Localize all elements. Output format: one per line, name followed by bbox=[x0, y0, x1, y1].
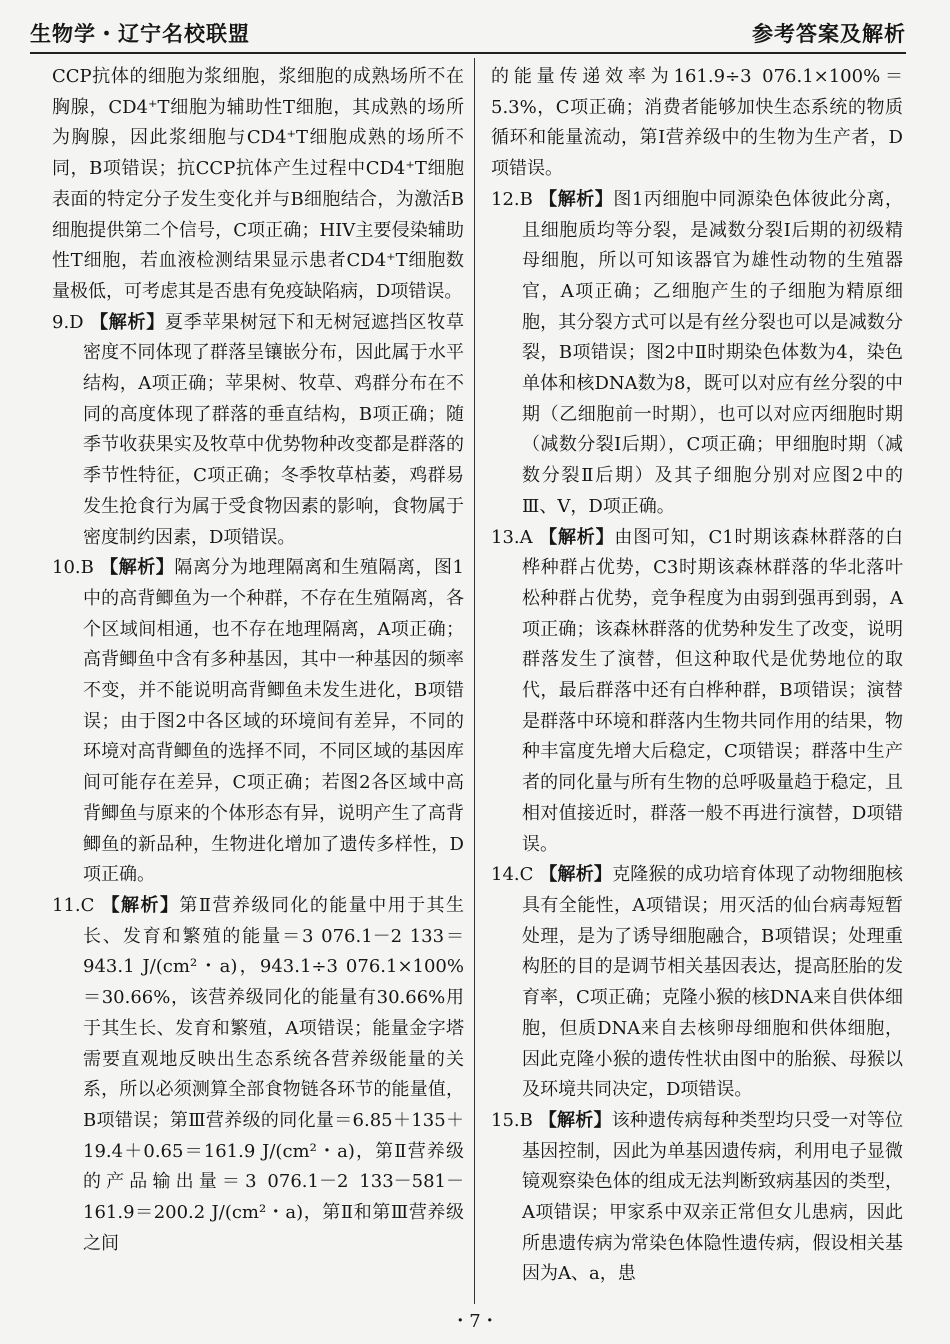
item-text: 隔离分为地理隔离和生殖隔离，图1中的高背鲫鱼为一个种群，不存在生殖隔离，各个区域间相通，也不存在地理隔离，A项正确；高背鲫鱼中含有多种基因，其中一种基因的频率不变，并不能说明高背鲫鱼未发生进化，B项错误；由于图2中各区域的环境间有差异，不同的环境对高背鲫鱼的选择不同，不同区域的基因库间可能存在差异，C项正确；若图2各区域中高背鲫鱼与原来的个体形态有异，说明产生了高背鲫鱼的新品种，生物进化增加了遗传多样性，D项正确。 bbox=[83, 557, 465, 886]
item-text: 克隆猴的成功培育体现了动物细胞核具有全能性，A项错误；用灭活的仙台病毒短暂处理，是为了诱导细胞融合，B项错误；处理重构胚的目的是调节相关基因表达，提高胚胎的发育率，C项正确；克隆小猴的核DNA来自供体细胞，但质DNA来自去核卵母细胞和供体细胞，因此克隆小猴的遗传性状由图中的胎猴、母猴以及环境共同决定，D项错误。 bbox=[522, 864, 904, 1101]
page-number: ・7・ bbox=[451, 1311, 499, 1332]
item-number: 14.C bbox=[491, 864, 534, 886]
item-text: 图1丙细胞中同源染色体彼此分离，且细胞质均等分裂，是减数分裂Ⅰ后期的初级精母细胞，所以可知该器官为雄性动物的生殖器官，A项正确；乙细胞产生的子细胞为精原细胞，其分裂方式可以是有丝分裂也可以是减数分裂，B项错误；图2中Ⅱ时期染色体数为4，染色单体和核DNA数为8，既可以对应有丝分裂的中期（乙细胞前一时期），也可以对应丙细胞时期（减数分裂Ⅰ后期），C项正确；甲细胞时期（减数分裂Ⅱ后期）及其子细胞分别对应图2中的Ⅲ、Ⅴ，D项正确。 bbox=[522, 188, 904, 517]
item-number: 12.B bbox=[491, 188, 533, 210]
item-8-continued: CCP抗体的细胞为浆细胞，浆细胞的成熟场所不在胸腺，CD4⁺T细胞为辅助性T细胞，其成熟的场所为胸腺，因此浆细胞与CD4⁺T细胞成熟的场所不同，B项错误；抗CCP抗体产生过程中CD4⁺T细胞表面的特定分子发生变化并与B细胞结合，为激活B细胞提供第二个信号，C项正确；HIV主要侵染辅助性T细胞，若血液检测结果显示患者CD4⁺T细胞数量极低，可考虑其是否患有免疫缺陷病，D项错误。 bbox=[52, 66, 464, 302]
item-number: 10.B bbox=[52, 557, 94, 579]
analysis-tag: 【解析】 bbox=[539, 526, 615, 548]
analysis-tag: 【解析】 bbox=[90, 311, 166, 333]
left-column bbox=[52, 62, 464, 1259]
header-subject-title: 生物学・辽宁名校联盟 bbox=[30, 22, 250, 46]
item-text: 第Ⅱ营养级同化的能量中用于其生长、发育和繁殖的能量＝3 076.1－2 133＝943.1 J/(cm²・a)，943.1÷3 076.1×100%＝30.66%，该营养级同化的能量有30.66%用于其生长、发育和繁殖，A项错误；能量金字塔需要直观地反映出生态系统各营养级能量的关系，所以必须测算全部食物链各环节的能量值，B项错误；第Ⅲ营养级的同化量＝6.85＋135＋19.4＋0.65＝161.9 J/(cm²・a)，第Ⅱ营养级的产品输出量＝3 076.1－2 133－581－161.9＝200.2 J/(cm²・a)，第Ⅱ和第Ⅲ营养级之间 bbox=[83, 894, 465, 1254]
item-text: 夏季苹果树冠下和无树冠遮挡区牧草密度不同体现了群落呈镶嵌分布，因此属于水平结构，A项正确；苹果树、牧草、鸡群分布在不同的高度体现了群落的垂直结构，B项正确；随季节收获果实及牧草中优势物种改变都是群落的季节性特征，C项正确；冬季牧草枯萎，鸡群易发生抢食行为属于受食物因素的影响，食物属于密度制约因素，D项错误。 bbox=[83, 311, 465, 548]
analysis-tag: 【解析】 bbox=[538, 1109, 612, 1131]
answer-item-11 bbox=[52, 891, 464, 1259]
answer-item-12 bbox=[491, 185, 903, 523]
answer-item-10 bbox=[52, 553, 464, 891]
analysis-tag: 【解析】 bbox=[101, 894, 180, 916]
item-text: 该种遗传病每种类型均只受一对等位基因控制，因此为单基因遗传病，利用电子显微镜观察染色体的组成无法判断致病基因的类型，A项错误；甲家系中双亲正常但女儿患病，因此所患遗传病为常染色体隐性遗传病，假设相关基因为A、a，患 bbox=[522, 1109, 904, 1285]
item-number: 13.A bbox=[491, 526, 533, 548]
item-number: 9.D bbox=[52, 311, 84, 333]
answer-item-15 bbox=[491, 1106, 903, 1290]
analysis-tag: 【解析】 bbox=[100, 557, 175, 579]
answer-item-13 bbox=[491, 523, 903, 861]
answer-item-9 bbox=[52, 308, 464, 554]
item-text: 由图可知，C1时期该森林群落的白桦种群占优势，C3时期该森林群落的华北落叶松种群占优势，竞争程度为由弱到强再到弱，A项正确；该森林群落的优势种发生了改变，说明群落发生了演替，但这种取代是优势地位的取代，最后群落中还有白桦种群，B项错误；演替是群落中环境和群落内生物共同作用的结果，物种丰富度先增大后稳定，C项错误；群落中生产者的同化量与所有生物的总呼吸量趋于稳定，且相对值接近时，群落一般不再进行演替，D项错误。 bbox=[522, 526, 903, 855]
column-divider bbox=[474, 58, 475, 1304]
item-11-continued: 的能量传递效率为161.9÷3 076.1×100%＝5.3%，C项正确；消费者能够加快生态系统的物质循环和能量流动，第Ⅰ营养级中的生物为生产者，D项错误。 bbox=[491, 66, 903, 180]
right-column bbox=[491, 62, 903, 1290]
analysis-tag: 【解析】 bbox=[539, 188, 614, 210]
answer-item-14 bbox=[491, 860, 903, 1106]
page-header bbox=[30, 14, 906, 54]
header-answer-title: 参考答案及解析 bbox=[752, 22, 906, 46]
analysis-tag: 【解析】 bbox=[539, 864, 613, 886]
item-number: 11.C bbox=[52, 894, 95, 916]
item-number: 15.B bbox=[491, 1109, 533, 1131]
